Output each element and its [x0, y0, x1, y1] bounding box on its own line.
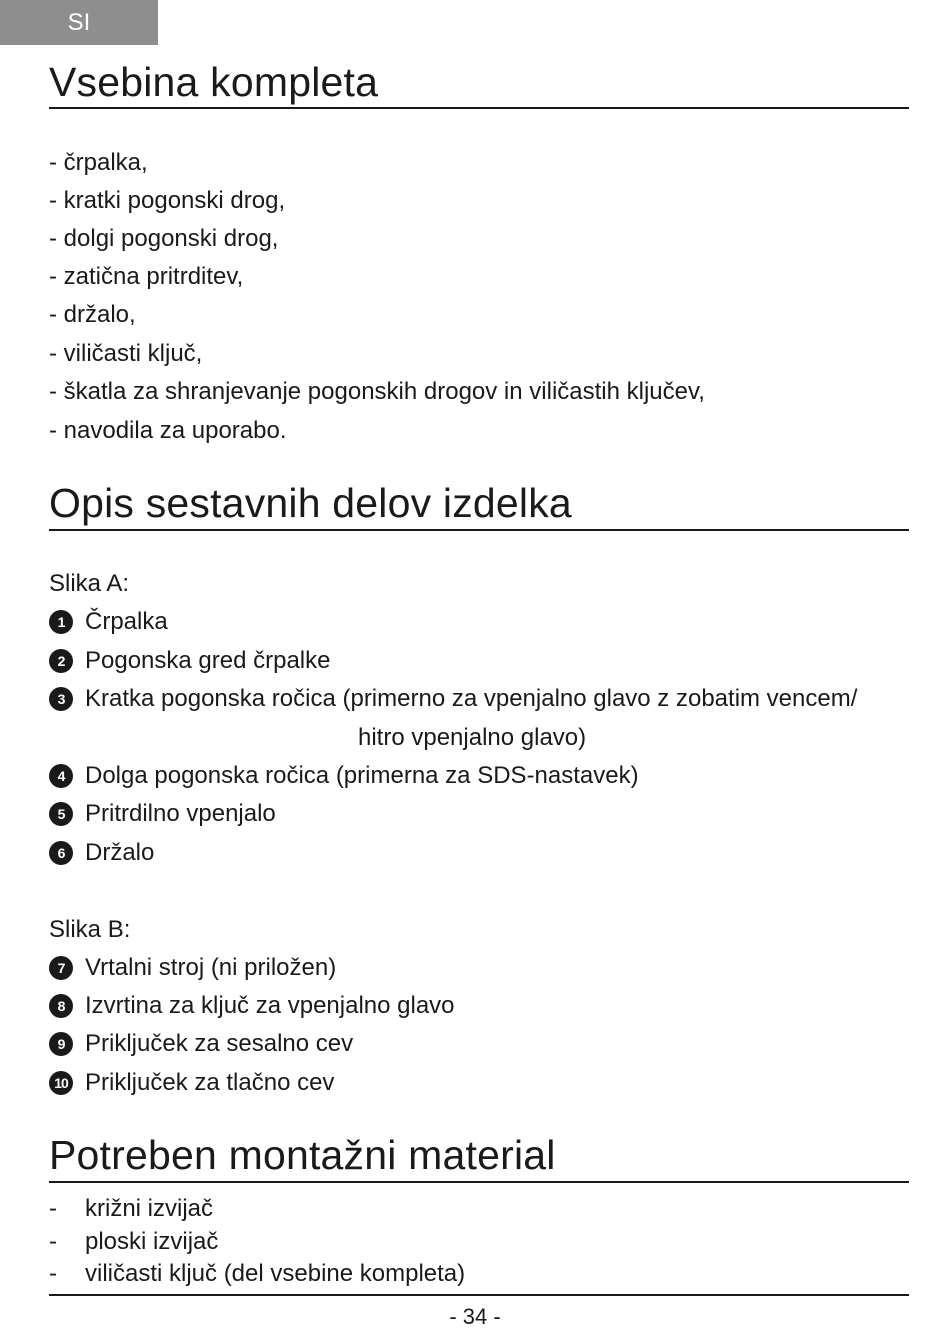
figure-b-label: Slika B:: [49, 916, 131, 943]
part-label: Pogonska gred črpalke: [85, 647, 331, 674]
part-item-10: [49, 1071, 334, 1095]
part-label: Kratka pogonska ročica (primerno za vpenjalno glavo z zobatim vencem/: [85, 685, 858, 712]
footer-divider: [49, 1294, 909, 1296]
language-tab: SI: [0, 0, 158, 45]
list-item: - škatla za shranjevanje pogonskih drogov in viličastih ključev,: [49, 378, 705, 405]
number-badge: 6: [49, 841, 73, 865]
list-item: - navodila za uporabo.: [49, 417, 287, 444]
page-number: - 34 -: [449, 1304, 501, 1329]
list-item-label: križni izvijač: [85, 1195, 214, 1222]
section-divider: [49, 1181, 909, 1183]
list-dash: -: [49, 1260, 57, 1287]
list-item: [49, 1230, 218, 1254]
section-divider: [49, 107, 909, 109]
part-item-3: [49, 687, 857, 711]
list-dash: -: [49, 1228, 57, 1255]
part-item-8: [49, 994, 455, 1018]
part-label: Držalo: [85, 839, 155, 866]
number-badge: 9: [49, 1032, 73, 1056]
list-item: [49, 1262, 465, 1286]
number-badge: 8: [49, 994, 73, 1018]
part-item-6: [49, 841, 154, 865]
part-item-7: [49, 956, 336, 980]
part-label: Priključek za tlačno cev: [85, 1069, 335, 1096]
number-badge: 5: [49, 802, 73, 826]
part-label: Vrtalni stroj (ni priložen): [85, 954, 337, 981]
number-badge: 10: [49, 1071, 73, 1095]
part-item-9: [49, 1032, 353, 1056]
part-label: Črpalka: [85, 608, 168, 635]
number-badge: 3: [49, 687, 73, 711]
list-item: [49, 1197, 213, 1221]
list-item: - dolgi pogonski drog,: [49, 225, 279, 252]
part-label-continuation: hitro vpenjalno glavo): [358, 724, 587, 751]
part-item-5: [49, 802, 276, 826]
list-item-label: viličasti ključ (del vsebine kompleta): [85, 1260, 466, 1287]
section-title-parts: Opis sestavnih delov izdelka: [49, 480, 572, 526]
part-item-2: [49, 649, 330, 673]
part-item-4: [49, 764, 639, 788]
part-label: Pritrdilno vpenjalo: [85, 800, 276, 827]
list-item: - viličasti ključ,: [49, 340, 203, 367]
list-dash: -: [49, 1195, 57, 1222]
list-item: - kratki pogonski drog,: [49, 187, 286, 214]
number-badge: 7: [49, 956, 73, 980]
list-item-label: ploski izvijač: [85, 1228, 219, 1255]
section-title-tools: Potreben montažni material: [49, 1132, 556, 1178]
section-divider: [49, 529, 909, 531]
number-badge: 4: [49, 764, 73, 788]
part-item-1: [49, 610, 168, 634]
section-title-contents: Vsebina kompleta: [49, 59, 379, 105]
number-badge: 2: [49, 649, 73, 673]
part-label: Izvrtina za ključ za vpenjalno glavo: [85, 992, 455, 1019]
part-label: Priključek za sesalno cev: [85, 1030, 354, 1057]
list-item: - držalo,: [49, 301, 136, 328]
list-item: - zatična pritrditev,: [49, 263, 244, 290]
list-item: - črpalka,: [49, 149, 148, 176]
number-badge: 1: [49, 610, 73, 634]
part-label: Dolga pogonska ročica (primerna za SDS-nastavek): [85, 762, 639, 789]
figure-a-label: Slika A:: [49, 570, 130, 597]
